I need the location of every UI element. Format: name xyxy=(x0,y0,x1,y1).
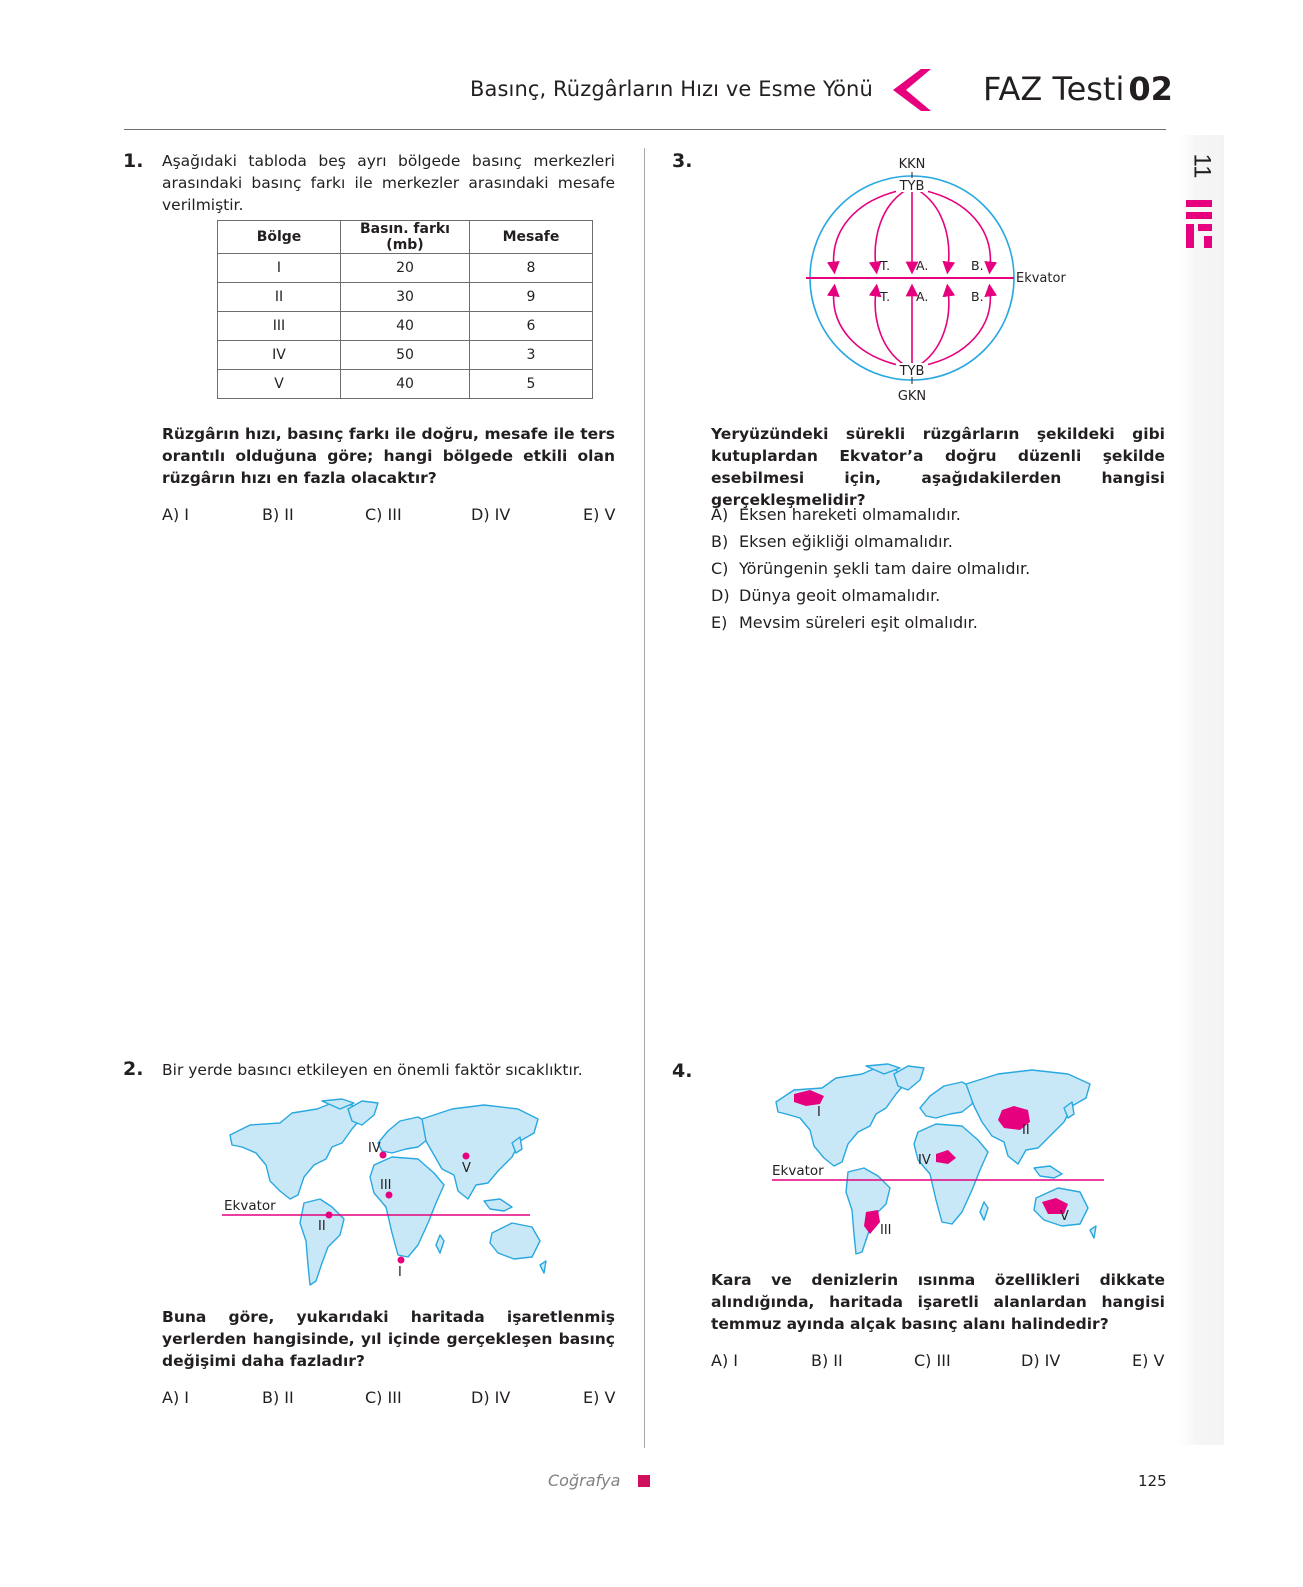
footer-square-icon xyxy=(638,1475,650,1487)
q2-option-a[interactable]: A) I xyxy=(162,1388,189,1407)
table-cell: 9 xyxy=(470,283,593,312)
table-cell: III xyxy=(218,312,341,341)
table-header-row xyxy=(218,221,593,254)
option-text: Yörüngenin şekli tam daire olmalıdır. xyxy=(739,559,1031,578)
q2-option-c[interactable]: C) III xyxy=(365,1388,402,1407)
table-row xyxy=(218,312,593,341)
table-header: Mesafe xyxy=(470,221,593,254)
label-kkn: KKN xyxy=(898,157,926,172)
q1-option-d[interactable]: D) IV xyxy=(471,505,511,524)
table-cell: II xyxy=(218,283,341,312)
south-wind-arrows xyxy=(834,290,991,366)
header-divider xyxy=(124,129,1166,130)
q2-option-d[interactable]: D) IV xyxy=(471,1388,511,1407)
table-row xyxy=(218,341,593,370)
option-text: Mevsim süreleri eşit olmalıdır. xyxy=(739,613,978,632)
label-a-north: A. xyxy=(916,258,929,273)
table-cell: 5 xyxy=(470,370,593,399)
q3-question: Yeryüzündeki sürekli rüzgârların şekildeki gibi kutuplardan Ekvator’a doğru düzenli şekilde esebilmesi için, aşağıdakilerden hangisi gerçekleşmelidir? xyxy=(711,425,1165,509)
label-point-v: V xyxy=(462,1161,471,1176)
q4-option-b[interactable]: B) II xyxy=(811,1351,843,1370)
q4-option-e[interactable]: E) V xyxy=(1132,1351,1165,1370)
label-ekvator: Ekvator xyxy=(772,1163,824,1179)
q1-option-b[interactable]: B) II xyxy=(262,505,294,524)
label-area-iii: III xyxy=(880,1223,892,1238)
option-letter: D) xyxy=(711,586,730,605)
q4-option-a[interactable]: A) I xyxy=(711,1351,738,1370)
table-cell: 8 xyxy=(470,254,593,283)
table-header: Basın. farkı (mb) xyxy=(341,221,470,254)
option-text: Eksen eğikliği olmamalıdır. xyxy=(739,532,953,551)
table-cell: 6 xyxy=(470,312,593,341)
chapter-title: Basınç, Rüzgârların Hızı ve Esme Yönü xyxy=(470,77,873,101)
label-area-ii: II xyxy=(1022,1123,1030,1138)
option-text: Dünya geoit olmamalıdır. xyxy=(739,586,941,605)
table-cell: V xyxy=(218,370,341,399)
option-text: Eksen hareketi olmamalıdır. xyxy=(739,505,961,524)
label-point-iv: IV xyxy=(368,1141,381,1156)
table-cell: 20 xyxy=(341,254,470,283)
table-cell: 50 xyxy=(341,341,470,370)
q3-options xyxy=(711,505,1030,640)
label-tyb-south: TYB xyxy=(899,364,925,379)
table-cell: 40 xyxy=(341,370,470,399)
column-divider xyxy=(644,148,645,1448)
label-area-i: I xyxy=(817,1105,821,1120)
table-cell: 3 xyxy=(470,341,593,370)
option-letter: E) xyxy=(711,613,728,632)
option-letter: C) xyxy=(711,559,729,578)
svg-text:11: 11 xyxy=(1188,153,1216,179)
label-point-i: I xyxy=(398,1265,402,1280)
q3-option-d[interactable] xyxy=(711,586,1030,613)
q2-option-e[interactable]: E) V xyxy=(583,1388,616,1407)
table-row xyxy=(218,283,593,312)
label-area-v: V xyxy=(1060,1209,1069,1224)
q2-world-map xyxy=(222,1095,558,1295)
q1-intro: Aşağıdaki tabloda beş ayrı bölgede basınç merkezleri arasındaki basınç farkı ile merkezler arasındaki mesafe verilmiştir. xyxy=(162,152,615,214)
page-number: 125 xyxy=(1138,1472,1167,1490)
label-tyb-north: TYB xyxy=(899,179,925,194)
q3-option-a[interactable] xyxy=(711,505,1030,532)
q1-table xyxy=(217,220,593,399)
table-cell: 30 xyxy=(341,283,470,312)
table-cell: IV xyxy=(218,341,341,370)
q2-number: 2. xyxy=(123,1058,144,1080)
faz-logo-icon xyxy=(1182,150,1220,250)
label-ekvator: Ekvator xyxy=(224,1198,276,1214)
q3-option-c[interactable] xyxy=(711,559,1030,586)
label-t-north: T. xyxy=(880,258,891,273)
label-gkn: GKN xyxy=(897,389,927,404)
q1-question: Rüzgârın hızı, basınç farkı ile doğru, mesafe ile ters orantılı olduğuna göre; hangi bölgede etkili olan rüzgârın hızı en fazla olacaktır? xyxy=(162,425,615,487)
test-label: FAZ Testi xyxy=(983,70,1125,108)
label-a-south: A. xyxy=(916,289,929,304)
table-cell: 40 xyxy=(341,312,470,341)
q4-question: Kara ve denizlerin ısınma özellikleri dikkate alındığında, haritada işaretli alanlardan hangisi temmuz ayında alçak basınç alanı halindedir? xyxy=(711,1271,1165,1333)
q3-wind-diagram xyxy=(796,150,1086,410)
table-header: Bölge xyxy=(218,221,341,254)
label-ekvator: Ekvator xyxy=(1016,271,1066,286)
q4-option-c[interactable]: C) III xyxy=(914,1351,951,1370)
test-title xyxy=(983,70,1173,108)
table-row xyxy=(218,254,593,283)
q3-option-b[interactable] xyxy=(711,532,1030,559)
side-tab xyxy=(1178,135,1224,1445)
table-row xyxy=(218,370,593,399)
label-point-ii: II xyxy=(318,1219,326,1234)
q4-option-d[interactable]: D) IV xyxy=(1021,1351,1061,1370)
q3-option-e[interactable] xyxy=(711,613,1030,640)
footer-subject: Coğrafya xyxy=(548,1471,621,1490)
label-area-iv: IV xyxy=(918,1153,931,1168)
q4-world-map xyxy=(770,1062,1108,1258)
label-b-south: B. xyxy=(971,289,984,304)
option-letter: B) xyxy=(711,532,729,551)
chevron-left-icon xyxy=(887,67,933,113)
q2-question: Buna göre, yukarıdaki haritada işaretlenmiş yerlerden hangisinde, yıl içinde gerçekleşen basınç değişimi daha fazladır? xyxy=(162,1308,615,1370)
q2-option-b[interactable]: B) II xyxy=(262,1388,294,1407)
q1-number: 1. xyxy=(123,150,144,172)
label-b-north: B. xyxy=(971,258,984,273)
label-t-south: T. xyxy=(880,289,891,304)
north-wind-arrows xyxy=(834,190,991,268)
q1-option-a[interactable]: A) I xyxy=(162,505,189,524)
q2-intro: Bir yerde basıncı etkileyen en önemli faktör sıcaklıktır. xyxy=(162,1061,583,1079)
test-number: 02 xyxy=(1128,70,1173,108)
option-letter: A) xyxy=(711,505,729,524)
q1-option-c[interactable]: C) III xyxy=(365,505,402,524)
label-point-iii: III xyxy=(380,1178,392,1193)
table-cell: I xyxy=(218,254,341,283)
q1-option-e[interactable]: E) V xyxy=(583,505,616,524)
q3-number: 3. xyxy=(672,150,693,172)
q4-number: 4. xyxy=(672,1060,693,1082)
